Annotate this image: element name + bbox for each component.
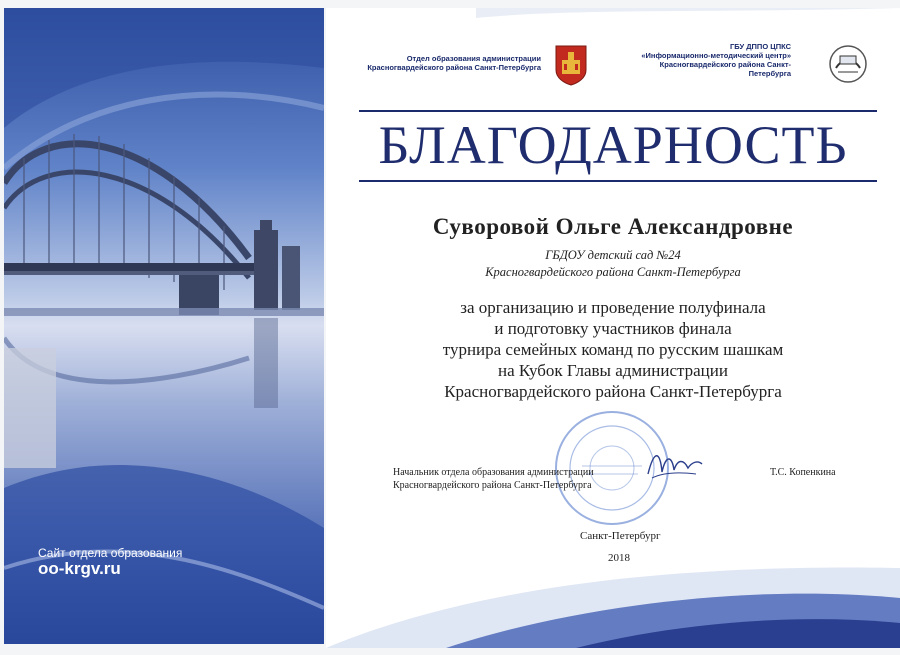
reason-line: и подготовку участников финала	[494, 319, 732, 338]
issue-city: Санкт-Петербург	[580, 530, 661, 542]
recipient-institution-line1: ГБДОУ детский сад №24	[545, 248, 681, 262]
recipient-name: Суворовой Ольге Александровне	[432, 214, 794, 239]
reason-line: турнира семейных команд по русским шашкам	[442, 340, 784, 359]
bridge-photo-panel	[4, 8, 324, 644]
certificate-body	[326, 8, 900, 648]
methodical-center-logo-icon	[828, 44, 868, 84]
issuer-left	[366, 54, 541, 72]
site-url: oo-krgv.ru	[38, 559, 121, 578]
handwritten-signature	[644, 444, 704, 484]
issuer-right-line2: «Информационно-методический центр»	[641, 51, 791, 60]
signer-position-line1: Начальник отдела образования администрации	[393, 467, 594, 478]
district-emblem-icon	[554, 44, 588, 86]
issue-year: 2018	[608, 552, 630, 564]
site-caption: Сайт отдела образования	[38, 546, 183, 560]
issuer-right-line1: ГБУ ДППО ЦПКС	[729, 42, 791, 51]
title-rule-bottom	[359, 180, 877, 182]
certificate-title: БЛАГОДАРНОСТЬ	[378, 115, 848, 175]
issuer-left-line1: Отдел образования администрации	[406, 54, 541, 63]
reason-line: Красногвардейского района Санкт-Петербурга	[444, 382, 782, 401]
signer-position-line2: Красногвардейского района Санкт-Петербурга	[393, 480, 592, 491]
recipient-institution-line2: Красногвардейского района Санкт-Петербурга	[485, 265, 741, 279]
issuer-right	[631, 42, 791, 78]
reason-line: за организацию и проведение полуфинала	[460, 298, 766, 317]
issuer-left-line2: Красногвардейского района Санкт-Петербурга	[367, 63, 541, 72]
award-reason	[366, 297, 860, 402]
reason-line: на Кубок Главы администрации	[498, 361, 728, 380]
issuer-right-line3: Красногвардейского района Санкт-Петербурга	[659, 60, 791, 78]
signer-name: Т.С. Копенкина	[770, 467, 836, 478]
